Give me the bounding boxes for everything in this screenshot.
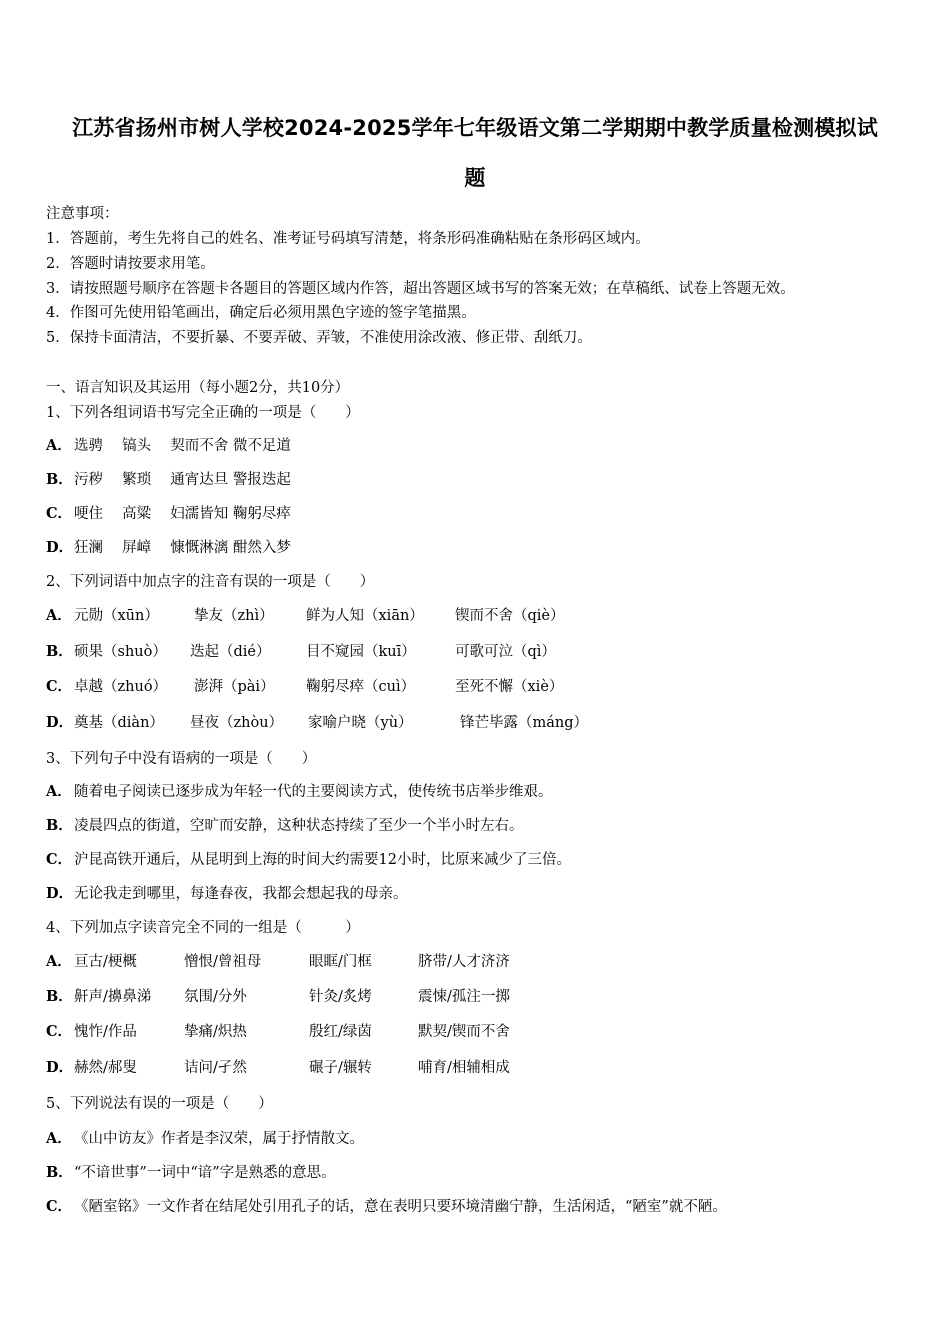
question-2-option-d [46, 711, 74, 732]
option-letter: D． [46, 885, 74, 902]
question-3-option-d [46, 882, 408, 903]
notice-item: 3．请按照题号顺序在答题卡各题目的答题区域内作答，超出答题区域书写的答案无效；在草稿纸、试卷上答题无效。 [46, 281, 795, 297]
notice-item: 4．作图可先使用铅笔画出，确定后必须用黑色字迹的签字笔描黑。 [46, 305, 476, 321]
option-word: 眼眶/门框 [309, 954, 372, 970]
question-1-option-b [46, 468, 291, 489]
question-3-stem: 3、下列句子中没有语病的一项是（ ） [46, 751, 317, 767]
question-5-option-c [46, 1195, 727, 1216]
question-4-option-a [46, 950, 74, 971]
option-word: 脐带/人才济济 [418, 954, 510, 970]
option-letter: D． [46, 539, 74, 556]
notice-heading: 注意事项： [46, 206, 119, 222]
option-word: 家喻户晓（yù） [308, 715, 413, 731]
question-1-stem: 1、下列各组词语书写完全正确的一项是（ ） [46, 405, 360, 421]
option-letter: B． [46, 1164, 73, 1181]
option-text: 污秽 繁琐 通宵达旦 警报迭起 [74, 472, 291, 488]
page-title-continued: 题 [464, 166, 486, 190]
option-letter: B． [46, 471, 73, 488]
option-word: 挚友（zhì） [194, 608, 274, 624]
option-word: 震悚/孤注一掷 [418, 989, 510, 1005]
option-text: 凌晨四点的街道，空旷而安静，这种状态持续了至少一个半小时左右。 [74, 818, 524, 834]
option-letter: A． [46, 1130, 72, 1147]
option-word: 殷红/绿茵 [309, 1024, 372, 1040]
option-letter: B． [46, 817, 73, 834]
option-word: 锋芒毕露（máng） [460, 715, 589, 731]
option-letter: C． [46, 1198, 73, 1215]
option-letter: C． [46, 678, 73, 695]
option-letter: B． [46, 643, 73, 660]
question-1-option-c [46, 502, 291, 523]
notice-item: 5．保持卡面清洁，不要折暴、不要弄破、弄皱，不准使用涂改液、修正带、刮纸刀。 [46, 330, 592, 346]
option-text: 选骋 镐头 契而不舍 微不足道 [74, 438, 291, 454]
option-word: 亘古/梗概 [74, 954, 137, 970]
section-heading: 一、语言知识及其运用（每小题2分，共10分） [46, 380, 350, 396]
question-1-option-d [46, 536, 291, 557]
option-word: 迭起（dié） [190, 644, 271, 660]
question-5-option-b [46, 1161, 336, 1182]
option-letter: A． [46, 437, 72, 454]
option-word: 目不窥园（kuī） [306, 644, 416, 660]
option-word: 氛围/分外 [184, 989, 247, 1005]
option-letter: B． [46, 988, 73, 1005]
page-title: 江苏省扬州市树人学校2024-2025学年七年级语文第二学期期中教学质量检测模拟试 [72, 116, 878, 140]
option-word: 鞠躬尽瘁（cuì） [306, 679, 416, 695]
option-word: 鲜为人知（xiān） [306, 608, 424, 624]
option-word: 挚痛/炽热 [184, 1024, 247, 1040]
option-word: 愧怍/作品 [74, 1024, 137, 1040]
question-4-option-d [46, 1056, 74, 1077]
option-word: 锲而不舍（qiè） [455, 608, 565, 624]
option-letter: A． [46, 953, 72, 970]
option-word: 憎恨/曾祖母 [184, 954, 262, 970]
option-word: 诘问/孑然 [184, 1060, 247, 1076]
option-word: 卓越（zhuó） [74, 679, 168, 695]
option-text: 《陋室铭》一文作者在结尾处引用孔子的话，意在表明只要环境清幽宁静，生活闲适，“陋室”就不陋。 [74, 1199, 727, 1215]
option-text: 哽住 高粱 妇濡皆知 鞠躬尽瘁 [74, 506, 291, 522]
option-text: 随着电子阅读已逐步成为年轻一代的主要阅读方式，使传统书店举步维艰。 [74, 784, 553, 800]
option-word: 哺育/相辅相成 [418, 1060, 510, 1076]
question-1-option-a [46, 434, 291, 455]
option-text: 狂澜 屏嶂 慷慨淋漓 酣然入梦 [74, 540, 291, 556]
option-word: 鼾声/擤鼻涕 [74, 989, 152, 1005]
option-word: 硕果（shuò） [74, 644, 167, 660]
option-letter: A． [46, 783, 72, 800]
notice-item: 1．答题前，考生先将自己的姓名、准考证号码填写清楚，将条形码准确粘贴在条形码区域内。 [46, 231, 650, 247]
question-3-option-a [46, 780, 553, 801]
option-word: 昼夜（zhòu） [190, 715, 284, 731]
question-5-stem: 5、下列说法有误的一项是（ ） [46, 1096, 273, 1112]
question-5-option-a [46, 1127, 364, 1148]
question-3-option-c [46, 848, 571, 869]
option-letter: A． [46, 607, 72, 624]
option-letter: D． [46, 1059, 74, 1076]
question-3-option-b [46, 814, 524, 835]
option-text: “不谙世事”一词中“谙”字是熟悉的意思。 [74, 1165, 336, 1181]
option-word: 元勋（xūn） [74, 608, 159, 624]
option-letter: C． [46, 505, 73, 522]
question-2-option-b [46, 640, 74, 661]
option-word: 碾子/辗转 [309, 1060, 372, 1076]
option-word: 默契/锲而不舍 [418, 1024, 510, 1040]
option-text: 《山中访友》作者是李汉荣，属于抒情散文。 [74, 1131, 364, 1147]
question-4-option-c [46, 1020, 74, 1041]
option-text: 沪昆高铁开通后，从昆明到上海的时间大约需要12小时，比原来减少了三倍。 [74, 852, 571, 868]
option-word: 至死不懈（xiè） [455, 679, 564, 695]
notice-item: 2．答题时请按要求用笔。 [46, 256, 215, 272]
option-word: 可歌可泣（qì） [455, 644, 556, 660]
question-2-option-a [46, 604, 74, 625]
option-letter: C． [46, 1023, 73, 1040]
option-letter: C． [46, 851, 73, 868]
question-4-option-b [46, 985, 74, 1006]
question-2-stem: 2、下列词语中加点字的注音有误的一项是（ ） [46, 574, 375, 590]
option-word: 奠基（diàn） [74, 715, 164, 731]
question-2-option-c [46, 675, 74, 696]
question-4-stem: 4、下列加点字读音完全不同的一组是（ ） [46, 920, 360, 936]
option-word: 澎湃（pài） [194, 679, 275, 695]
option-word: 赫然/郝叟 [74, 1060, 137, 1076]
option-letter: D． [46, 714, 74, 731]
option-text: 无论我走到哪里，每逢春夜，我都会想起我的母亲。 [74, 886, 408, 902]
option-word: 针灸/炙烤 [309, 989, 372, 1005]
